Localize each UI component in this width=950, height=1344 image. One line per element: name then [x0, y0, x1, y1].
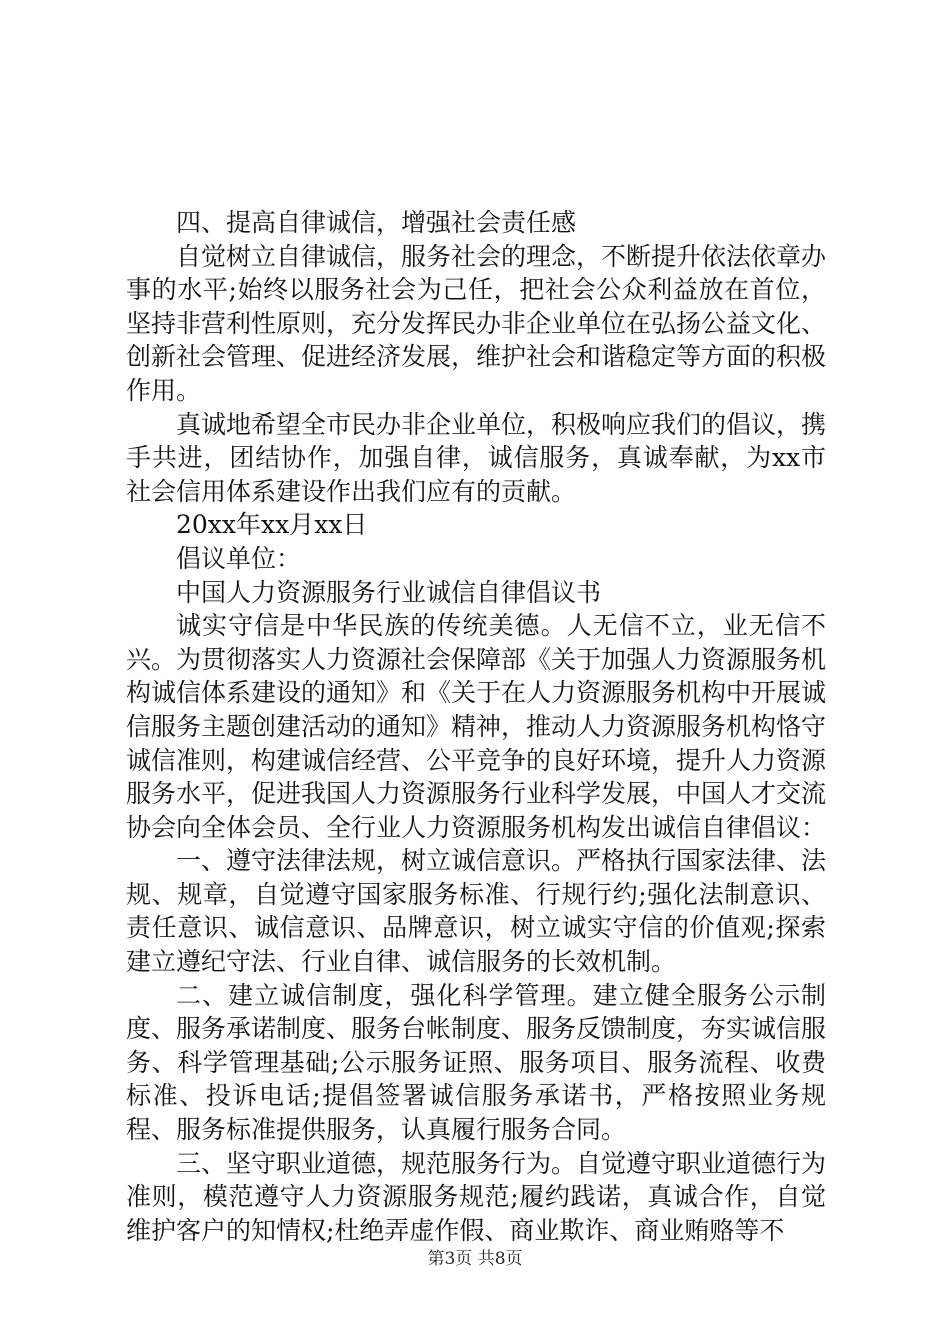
- section-heading: 四、提高自律诚信，增强社会责任感: [176, 208, 577, 237]
- initiator-line: 倡议单位：: [176, 543, 302, 573]
- paragraph: 一、遵守法律法规，树立诚信意识。严格执行国家法律、法规、规章，自觉遵守国家服务标准、行规行约;强化法制意识、责任意识、诚信意识、品牌意识，树立诚实守信的价值观;探索建立遵纪守法、行业自律、诚信服务的长效机制。: [126, 846, 827, 977]
- document-body: [126, 206, 826, 1247]
- page-number-footer: 第3页 共8页: [427, 1249, 523, 1269]
- paragraph: 三、坚守职业道德，规范服务行为。自觉遵守职业道德行为准则，模范遵守人力资源服务规范;履约践诺，真诚合作，自觉维护客户的知情权;杜绝弄虚作假、商业欺诈、商业贿赂等不: [126, 1148, 827, 1245]
- document-title: 中国人力资源服务行业诚信自律倡议书: [176, 577, 602, 607]
- paragraph: 诚实守信是中华民族的传统美德。人无信不立，业无信不兴。为贯彻落实人力资源社会保障部《关于加强人力资源服务机构诚信体系建设的通知》和《关于在人力资源服务机构中开展诚信服务主题创建活动的通知》精神，推动人力资源服务机构恪守诚信准则，构建诚信经营、公平竞争的良好环境，提升人力资源服务水平，促进我国人力资源服务行业科学发展，中国人才交流协会向全体会员、全行业人力资源服务机构发出诚信自律倡议：: [126, 611, 827, 842]
- paragraph: 二、建立诚信制度，强化科学管理。建立健全服务公示制度、服务承诺制度、服务台帐制度、服务反馈制度，夯实诚信服务、科学管理基础;公示服务证照、服务项目、服务流程、收费标准、投诉电话;提倡签署诚信服务承诺书，严格按照业务规程、服务标准提供服务，认真履行服务合同。: [126, 980, 827, 1145]
- paragraph: 真诚地希望全市民办非企业单位，积极响应我们的倡议，携手共进，团结协作，加强自律，诚信服务，真诚奉献，为xx市社会信用体系建设作出我们应有的贡献。: [126, 409, 827, 506]
- paragraph: 自觉树立自律诚信，服务社会的理念，不断提升依法依章办事的水平;始终以服务社会为己任，把社会公众利益放在首位，坚持非营利性原则，充分发挥民办非企业单位在弘扬公益文化、创新社会管理、促进经济发展，维护社会和谐稳定等方面的积极作用。: [126, 241, 827, 405]
- date-line: 20xx年xx月xx日: [176, 510, 368, 540]
